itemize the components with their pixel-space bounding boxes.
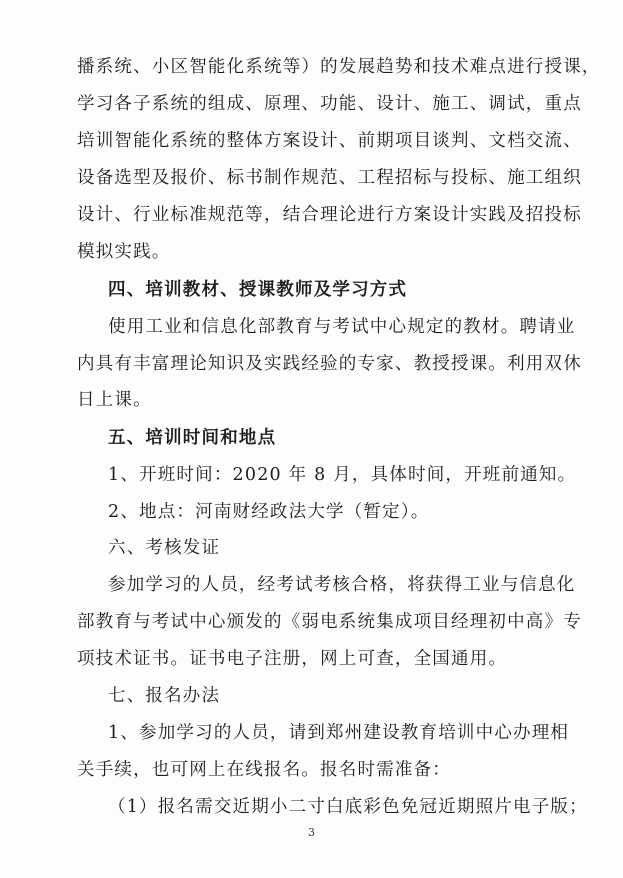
section-4-line-3: 日上课。 [77, 390, 152, 410]
section-6-line-1: 参加学习的人员，经考试考核合格，将获得工业与信息化 [108, 575, 576, 595]
section-6-line-3: 项技术证书。证书电子注册，网上可查，全国通用。 [77, 649, 508, 669]
page-number: 3 [308, 826, 315, 839]
section-7-heading: 七、报名办法 [108, 686, 221, 706]
intro-line-5: 设计、行业标准规范等，结合理论进行方案设计实践及招投标 [77, 205, 582, 225]
section-5-item-2: 2、地点：河南财经政法大学（暂定）。 [108, 502, 430, 522]
section-7-line-1: 1、参加学习的人员，请到郑州建设教育培训中心办理相 [108, 723, 570, 743]
section-6-line-2: 部教育与考试中心颁发的《弱电系统集成项目经理初中高》专 [77, 612, 582, 632]
intro-line-2: 学习各子系统的组成、原理、功能、设计、施工、调试，重点 [77, 94, 582, 114]
intro-line-4: 设备选型及报价、标书制作规范、工程招标与投标、施工组织 [77, 168, 582, 188]
section-4-line-2: 内具有丰富理论知识及实践经验的专家、教授授课。利用双休 [77, 354, 582, 374]
section-5-item-1: 1、开班时间：2020 年 8 月，具体时间，开班前通知。 [108, 465, 577, 485]
intro-line-6: 模拟实践。 [77, 242, 171, 262]
intro-line-3: 培训智能化系统的整体方案设计、前期项目谈判、文档交流、 [77, 131, 582, 151]
section-7-item-1: （1）报名需交近期小二寸白底彩色免冠近期照片电子版； [108, 797, 588, 817]
section-6-heading: 六、考核发证 [108, 538, 221, 558]
section-4-heading: 四、培训教材、授课教师及学习方式 [108, 280, 408, 300]
section-7-line-2: 关手续，也可网上在线报名。报名时需准备： [77, 760, 451, 780]
intro-line-1: 播系统、小区智能化系统等）的发展趋势和技术难点进行授课， [77, 57, 601, 77]
section-4-line-1: 使用工业和信息化部教育与考试中心规定的教材。聘请业 [108, 317, 576, 337]
section-5-heading: 五、培训时间和地点 [108, 428, 277, 448]
